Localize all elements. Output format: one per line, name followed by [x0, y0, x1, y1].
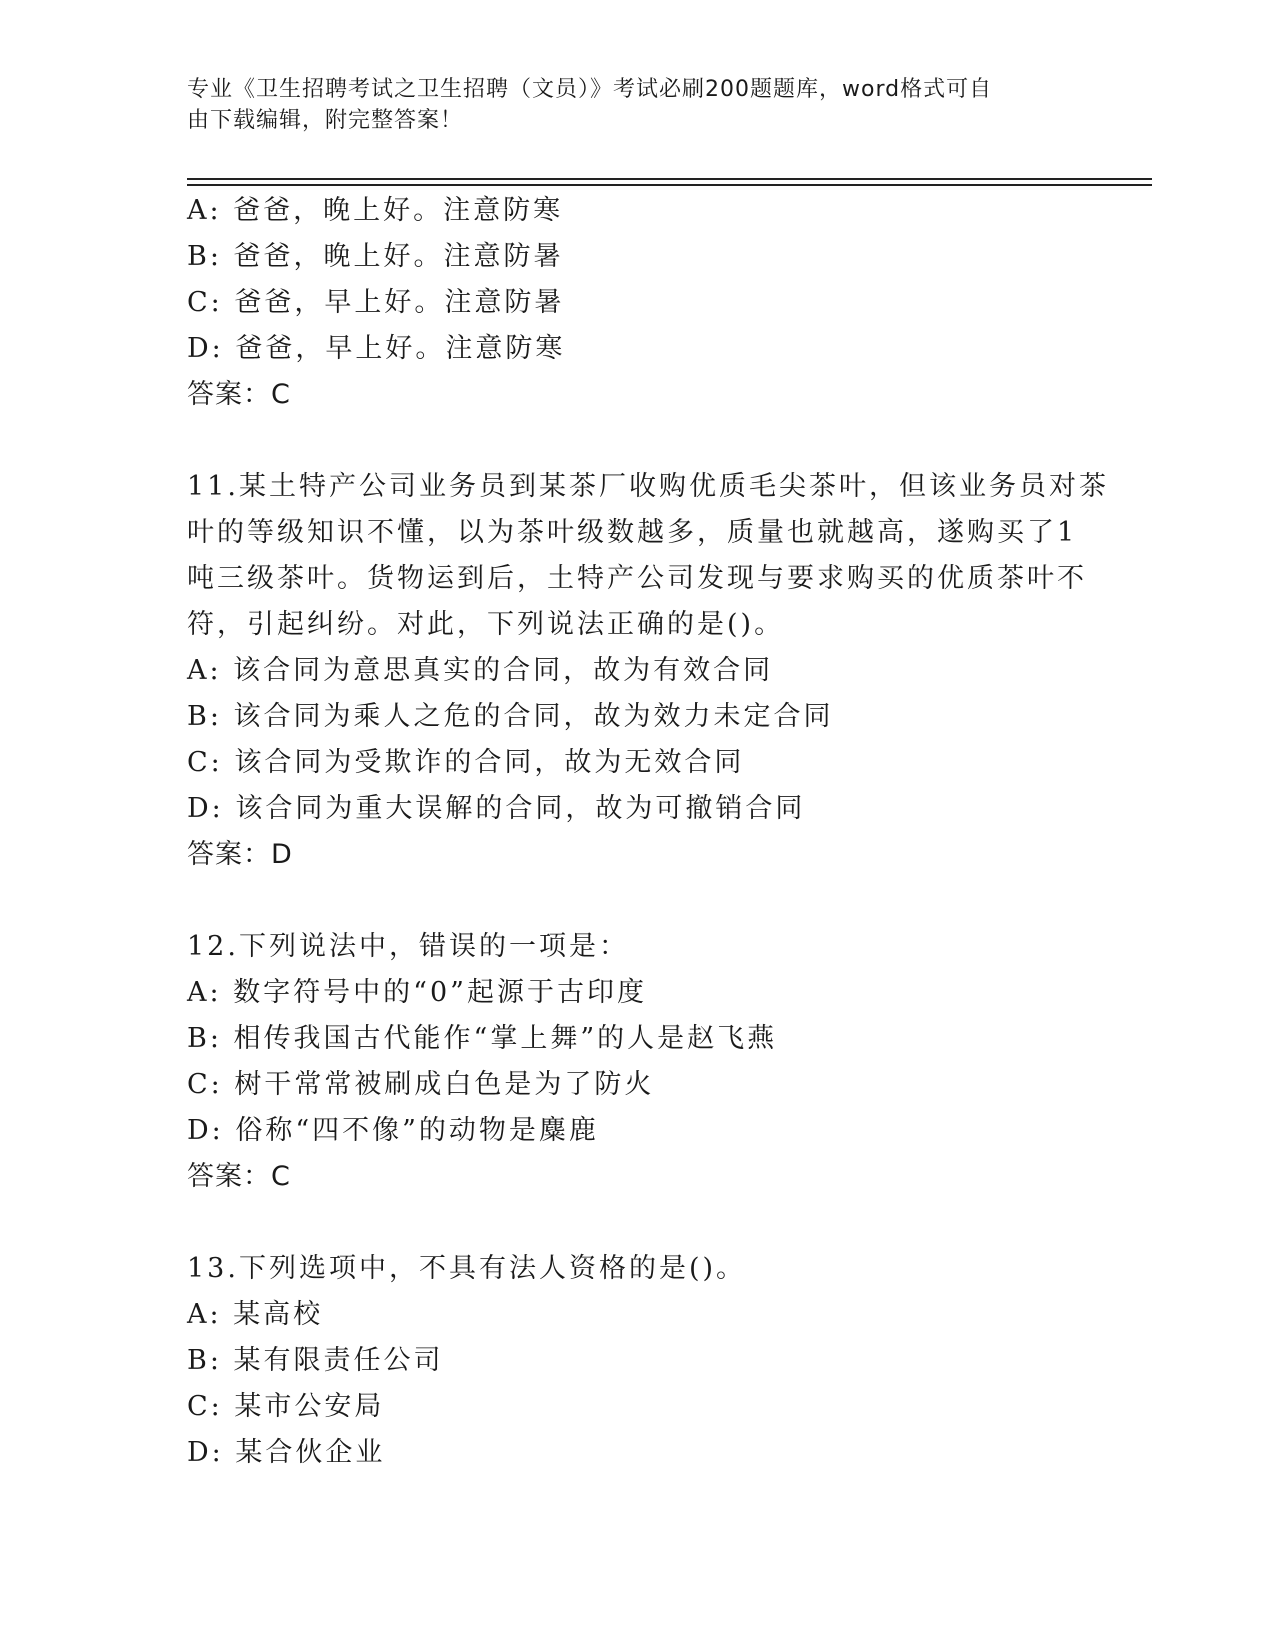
question-13: [187, 1246, 1087, 1476]
question-stem: 13.下列选项中，不具有法人资格的是()。: [187, 1253, 747, 1284]
stem-line: 叶的等级知识不懂，以为茶叶级数越多，质量也就越高，遂购买了1: [187, 517, 1078, 548]
question-stem: [187, 464, 1109, 648]
question-list: [187, 188, 1109, 1476]
option-b: B: 该合同为乘人之危的合同，故为效力未定合同: [187, 701, 834, 732]
spacer: [187, 418, 1087, 464]
option-a: A: 数字符号中的“0”起源于古印度: [187, 977, 647, 1008]
option-a: A: 爸爸，晚上好。注意防寒: [187, 195, 564, 226]
option-b: B: 相传我国古代能作“掌上舞”的人是赵飞燕: [187, 1023, 778, 1054]
answer-line: 答案：C: [187, 379, 291, 410]
question-10: [187, 188, 1087, 418]
spacer: [187, 878, 1087, 924]
stem-line: 11.某土特产公司业务员到某茶厂收购优质毛尖茶叶，但该业务员对茶: [187, 471, 1109, 502]
question-11: [187, 464, 1109, 878]
option-c: C: 该合同为受欺诈的合同，故为无效合同: [187, 747, 745, 778]
option-c: C: 爸爸，早上好。注意防暑: [187, 287, 565, 318]
option-c: C: 某市公安局: [187, 1391, 385, 1422]
header-divider-bottom: [187, 184, 1152, 186]
document-header: [187, 74, 1067, 136]
option-a: A: 某高校: [187, 1299, 324, 1330]
header-line-2: 由下载编辑，附完整答案！: [187, 108, 464, 133]
header-line-1: 专业《卫生招聘考试之卫生招聘（文员）》考试必刷200题题库，word格式可自: [187, 77, 993, 102]
option-d: D: 俗称“四不像”的动物是麋鹿: [187, 1115, 599, 1146]
option-d: D: 某合伙企业: [187, 1437, 386, 1468]
option-d: D: 该合同为重大误解的合同，故为可撤销合同: [187, 793, 806, 824]
question-12: [187, 924, 1087, 1200]
question-stem: 12.下列说法中，错误的一项是：: [187, 931, 629, 962]
option-a: A: 该合同为意思真实的合同，故为有效合同: [187, 655, 774, 686]
header-divider-top: [187, 178, 1152, 180]
stem-line: 符，引起纠纷。对此，下列说法正确的是()。: [187, 609, 785, 640]
option-d: D: 爸爸，早上好。注意防寒: [187, 333, 566, 364]
option-b: B: 某有限责任公司: [187, 1345, 444, 1376]
spacer: [187, 1200, 1087, 1246]
answer-line: 答案：D: [187, 839, 293, 870]
option-b: B: 爸爸，晚上好。注意防暑: [187, 241, 564, 272]
answer-line: 答案：C: [187, 1161, 291, 1192]
option-c: C: 树干常常被刷成白色是为了防火: [187, 1069, 655, 1100]
stem-line: 吨三级茶叶。货物运到后，土特产公司发现与要求购买的优质茶叶不: [187, 563, 1087, 594]
